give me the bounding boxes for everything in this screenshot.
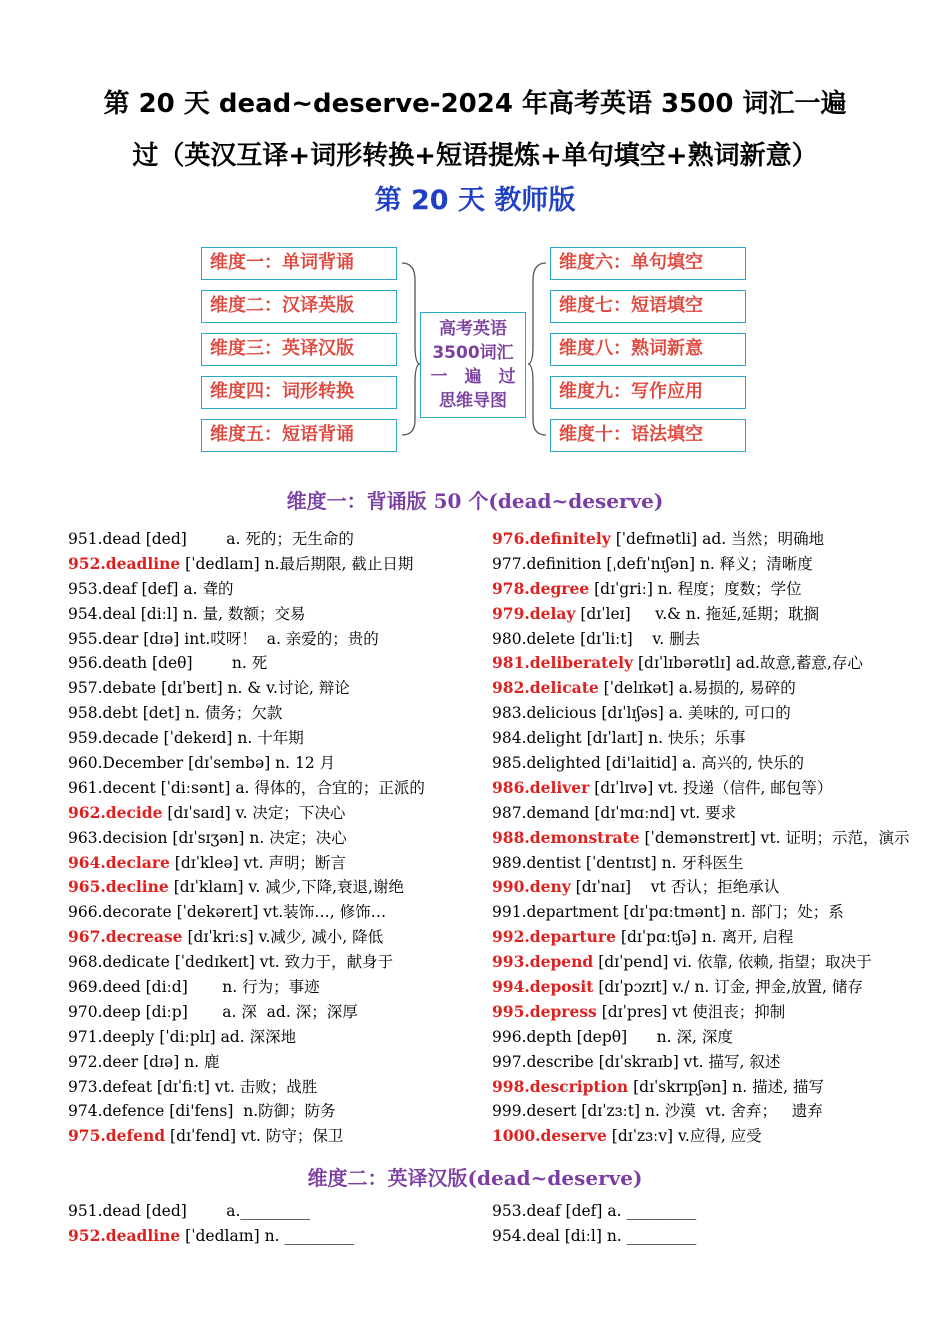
- vocab-word: 967.decrease: [68, 927, 183, 947]
- vocab-definition: [dɪˈlɪbərətlɪ] ad.故意,蓄意,存心: [633, 654, 863, 673]
- vocab-entry: [68, 900, 488, 925]
- vocab-definition: [ˈdedlaɪn] n.最后期限, 截止日期: [180, 554, 414, 573]
- vocab-definition: [dɪˈgriː] n. 程度；度数；学位: [589, 579, 802, 598]
- vocab-word: 995.depress: [492, 1001, 597, 1021]
- vocab-word: 983.delicious: [492, 704, 597, 723]
- vocab-entry: [492, 900, 912, 925]
- section2-right-list: [492, 1199, 912, 1249]
- vocab-entry: [68, 950, 488, 975]
- mindmap-right-2: 维度七：短语填空: [550, 290, 746, 323]
- vocab-definition: [diːp] a. 深 ad. 深；深厚: [140, 1002, 358, 1021]
- vocab-definition: [dɪˈskraɪb] vt. 描写, 叙述: [593, 1052, 781, 1071]
- vocab-entry: [492, 701, 912, 726]
- vocab-word: 979.delay: [492, 603, 576, 623]
- vocab-definition: [dɪə] int.哎呀！ a. 亲爱的；贵的: [138, 629, 379, 648]
- vocab-entry: [68, 1199, 488, 1224]
- mindmap-right-3: 维度八：熟词新意: [550, 333, 746, 366]
- mindmap-center-line-3: 一 遍 过: [430, 367, 516, 387]
- mindmap-center-line-2: 3500词汇: [432, 343, 514, 363]
- vocab-definition: [ded] a._________: [140, 1202, 311, 1220]
- vocab-entry: [492, 776, 912, 801]
- vocab-word: 951.dead: [68, 1202, 141, 1220]
- vocab-definition: [ˈdedɪkeɪt] vt. 致力于，献身于: [169, 953, 394, 972]
- vocab-word: 973.defeat: [68, 1077, 152, 1096]
- vocab-entry: [68, 627, 488, 652]
- vocab-word: 954.deal: [68, 604, 136, 623]
- vocab-entry: [492, 1000, 912, 1025]
- vocab-word: 961.decent: [68, 778, 156, 797]
- vocab-word: 980.delete: [492, 629, 576, 648]
- vocab-word: 975.defend: [68, 1126, 166, 1146]
- title-line-2: 过（英汉互译+词形转换+短语提炼+单句填空+熟词新意）: [132, 141, 818, 171]
- vocab-entry: [492, 676, 912, 701]
- vocab-entry: [68, 651, 488, 676]
- vocab-entry: [492, 751, 912, 776]
- vocab-word: 987.demand: [492, 803, 590, 822]
- vocab-definition: [ˈdekəreɪt] vt.装饰…, 修饰…: [171, 903, 387, 922]
- vocab-word: 996.depth: [492, 1027, 572, 1046]
- vocab-definition: [dɪˈliːt] v. 删去: [575, 629, 701, 648]
- vocab-definition: [dɪˈklaɪn] v. 减少,下降,衰退,谢绝: [168, 878, 404, 897]
- vocab-entry: [68, 1124, 488, 1149]
- mindmap-center-line-4: 思维导图: [439, 391, 507, 411]
- vocab-definition: [dɪˈskrɪpʃən] n. 描述, 描写: [628, 1077, 824, 1096]
- vocab-definition: [dɪˈlɪvə] vt. 投递（信件, 邮包等）: [589, 778, 833, 797]
- mindmap-right-4: 维度九：写作应用: [550, 376, 746, 409]
- vocab-word: 1000.deserve: [492, 1126, 607, 1146]
- vocab-definition: [di'laitid] a. 高兴的, 快乐的: [600, 754, 805, 773]
- vocab-word: 960.December: [68, 754, 184, 773]
- vocab-entry: [492, 1099, 912, 1124]
- vocab-definition: [dɪˈsɪʒən] n. 决定；决心: [167, 828, 347, 847]
- section2-heading: 维度二：英译汉版(dead~deserve): [307, 1166, 643, 1190]
- vocab-definition: [ˈdiːsənt] a. 得体的，合宜的；正派的: [155, 778, 425, 797]
- vocab-word: 977.definition: [492, 554, 602, 573]
- section1-heading: 维度一：背诵版 50 个(dead~deserve): [286, 489, 664, 513]
- vocab-entry: [492, 527, 912, 552]
- vocab-entry: [492, 602, 912, 627]
- vocab-definition: [deθ] n. 死: [147, 654, 268, 673]
- vocab-word: 957.debate: [68, 679, 157, 698]
- vocab-word: 974.defence: [68, 1102, 165, 1121]
- vocab-definition: [diːl] n. 量, 数额；交易: [135, 604, 306, 623]
- vocab-word: 971.deeply: [68, 1027, 155, 1046]
- vocab-entry: [68, 1099, 488, 1124]
- vocab-word: 986.deliver: [492, 777, 590, 797]
- vocab-entry: [68, 1050, 488, 1075]
- mindmap-right-5: 维度十：语法填空: [550, 419, 746, 452]
- vocab-definition: [def] a. _________: [560, 1202, 697, 1220]
- vocab-entry: [492, 826, 912, 851]
- vocab-entry: [68, 527, 488, 552]
- vocab-word: 982.delicate: [492, 678, 599, 698]
- vocab-word: 999.desert: [492, 1102, 577, 1121]
- vocab-entry: [68, 1224, 488, 1249]
- vocab-word: 953.deaf: [68, 579, 137, 598]
- mindmap-right-1: 维度六：单句填空: [550, 247, 746, 280]
- vocab-definition: [ded] a. 死的；无生命的: [140, 530, 354, 548]
- vocab-word: 972.deer: [68, 1052, 139, 1071]
- vocab-entry: [492, 1025, 912, 1050]
- vocab-word: 958.debt: [68, 704, 138, 723]
- vocab-definition: [dɪˈleɪ] v.& n. 拖延,延期；耽搁: [575, 604, 820, 623]
- mindmap-left-4: 维度四：词形转换: [201, 376, 397, 409]
- vocab-word: 976.definitely: [492, 529, 611, 548]
- vocab-word: 988.demonstrate: [492, 827, 640, 847]
- vocab-definition: [ˈdekeɪd] n. 十年期: [158, 729, 304, 748]
- vocab-definition: [def] a. 聋的: [136, 579, 234, 598]
- vocab-entry: [492, 627, 912, 652]
- vocab-definition: [dɪˈnaɪ] vt 否认；拒绝承认: [570, 878, 780, 897]
- vocab-entry: [68, 925, 488, 950]
- vocab-entry: [68, 602, 488, 627]
- vocab-definition: [ˈdemənstreɪt] vt. 证明；示范，演示: [639, 828, 910, 847]
- vocab-word: 998.description: [492, 1076, 629, 1096]
- vocab-definition: [diːd] n. 行为；事迹: [140, 978, 320, 997]
- vocab-word: 968.dedicate: [68, 953, 170, 972]
- vocab-word: 954.deal: [492, 1226, 560, 1245]
- vocab-definition: [ˈdentɪst] n. 牙科医生: [580, 853, 744, 872]
- vocab-definition: [dɪˈfend] vt. 防守；保卫: [165, 1127, 344, 1146]
- vocab-entry: [68, 875, 488, 900]
- vocab-entry: [68, 552, 488, 577]
- vocab-entry: [492, 925, 912, 950]
- mindmap-connectors: [0, 0, 950, 470]
- vocab-entry: [492, 651, 912, 676]
- vocab-definition: [dɪˈsaɪd] v. 决定；下决心: [162, 803, 346, 822]
- vocab-definition: [dɪˈfiːt] vt. 击败；战胜: [152, 1077, 318, 1096]
- vocab-entry: [68, 1000, 488, 1025]
- mindmap-left-3: 维度三：英译汉版: [201, 333, 397, 366]
- vocab-definition: [dɪˈzɜːv] v.应得, 应受: [606, 1127, 762, 1146]
- vocab-entry: [492, 950, 912, 975]
- vocab-entry: [492, 577, 912, 602]
- vocab-definition: [diːl] n. _________: [559, 1226, 697, 1245]
- vocab-entry: [492, 875, 912, 900]
- vocab-entry: [492, 552, 912, 577]
- vocab-definition: [dɪˈpɑːtmənt] n. 部门；处；系: [618, 903, 844, 922]
- mindmap-center-line-1: 高考英语: [439, 319, 507, 339]
- title-line-1: 第 20 天 dead~deserve-2024 年高考英语 3500 词汇一遍: [103, 89, 847, 119]
- section1-right-list: [492, 527, 912, 1149]
- vocab-entry: [68, 776, 488, 801]
- vocab-word: 965.decline: [68, 877, 169, 897]
- vocab-word: 951.dead: [68, 530, 141, 548]
- vocab-definition: [dɪˈpɔzɪt] v./ n. 订金, 押金,放置, 储存: [593, 978, 863, 997]
- vocab-entry: [492, 851, 912, 876]
- vocab-word: 984.delight: [492, 729, 582, 748]
- vocab-definition: [dɪˈmɑːnd] vt. 要求: [589, 803, 737, 822]
- vocab-word: 952.deadline: [68, 553, 181, 573]
- vocab-word: 959.decade: [68, 729, 159, 748]
- vocab-word: 956.death: [68, 654, 148, 673]
- vocab-definition: [dɪˈbeɪt] n. & v.讨论, 辩论: [156, 679, 350, 698]
- vocab-definition: [ˈdefɪnətli] ad. 当然；明确地: [610, 530, 825, 548]
- vocab-word: 990.deny: [492, 877, 571, 897]
- vocab-definition: [dɪˈsembə] n. 12 月: [183, 754, 336, 773]
- vocab-word: 970.deep: [68, 1002, 141, 1021]
- vocab-word: 992.departure: [492, 927, 616, 947]
- vocab-entry: [68, 751, 488, 776]
- section1-left-list: [68, 527, 488, 1149]
- vocab-definition: [ˈdiːplɪ] ad. 深深地: [154, 1027, 297, 1046]
- vocab-entry: [492, 1124, 912, 1149]
- vocab-word: 978.degree: [492, 578, 590, 598]
- vocab-definition: [dɪə] n. 鹿: [138, 1052, 220, 1071]
- vocab-word: 989.dentist: [492, 853, 581, 872]
- vocab-entry: [492, 801, 912, 826]
- vocab-entry: [492, 1075, 912, 1100]
- vocab-entry: [68, 801, 488, 826]
- vocab-definition: [dɪˈzɜːt] n. 沙漠 vt. 舍弃； 遗弃: [576, 1102, 823, 1121]
- vocab-word: 963.decision: [68, 828, 168, 847]
- vocab-word: 953.deaf: [492, 1202, 561, 1220]
- vocab-entry: [492, 1224, 912, 1249]
- vocab-definition: [det] n. 债务；欠款: [137, 704, 283, 723]
- vocab-definition: [dɪˈpend] vi. 依靠, 依赖, 指望；取决于: [593, 953, 872, 972]
- vocab-word: 964.declare: [68, 852, 170, 872]
- vocab-definition: [dɪˈlaɪt] n. 快乐；乐事: [581, 729, 746, 748]
- section2-left-list: [68, 1199, 488, 1249]
- vocab-definition: [dɪˈpɑːtʃə] n. 离开, 启程: [615, 928, 794, 947]
- vocab-word: 985.delighted: [492, 754, 601, 773]
- vocab-entry: [68, 676, 488, 701]
- vocab-definition: [depθ] n. 深, 深度: [571, 1027, 733, 1046]
- vocab-definition: [dɪˈkriːs] v.减少, 减小, 降低: [182, 928, 384, 947]
- vocab-entry: [68, 1025, 488, 1050]
- vocab-definition: [dɪˈlɪʃəs] a. 美味的, 可口的: [596, 704, 791, 723]
- vocab-word: 994.deposit: [492, 977, 594, 997]
- vocab-definition: [ˌdefɪˈnɪʃən] n. 释义；清晰度: [601, 554, 813, 573]
- vocab-entry: [492, 726, 912, 751]
- page-subtitle: 第 20 天 教师版: [374, 185, 576, 216]
- vocab-entry: [492, 1050, 912, 1075]
- vocab-entry: [492, 975, 912, 1000]
- vocab-entry: [68, 975, 488, 1000]
- vocab-word: 969.deed: [68, 978, 141, 997]
- vocab-word: 952.deadline: [68, 1225, 181, 1245]
- mindmap-left-5: 维度五：短语背诵: [201, 419, 397, 452]
- vocab-word: 981.deliberately: [492, 653, 634, 673]
- vocab-entry: [492, 1199, 912, 1224]
- vocab-entry: [68, 1075, 488, 1100]
- vocab-entry: [68, 577, 488, 602]
- vocab-entry: [68, 851, 488, 876]
- vocab-definition: [ˈdelɪkət] a.易损的, 易碎的: [598, 679, 796, 698]
- vocab-word: 991.department: [492, 903, 619, 922]
- vocab-entry: [68, 701, 488, 726]
- vocab-word: 955.dear: [68, 629, 139, 648]
- vocab-entry: [68, 826, 488, 851]
- mindmap-left-1: 维度一：单词背诵: [201, 247, 397, 280]
- vocab-word: 962.decide: [68, 802, 163, 822]
- mindmap-left-2: 维度二：汉译英版: [201, 290, 397, 323]
- vocab-word: 993.depend: [492, 952, 594, 972]
- vocab-entry: [68, 726, 488, 751]
- vocab-definition: [dɪˈpres] vt 使沮丧；抑制: [596, 1002, 786, 1021]
- vocab-word: 966.decorate: [68, 903, 172, 922]
- vocab-word: 997.describe: [492, 1052, 594, 1071]
- vocab-definition: [dɪˈkleə] vt. 声明；断言: [169, 853, 346, 872]
- vocab-definition: [di'fens] n.防御；防务: [164, 1102, 336, 1121]
- vocab-definition: [ˈdedlaɪn] n. _________: [180, 1226, 355, 1245]
